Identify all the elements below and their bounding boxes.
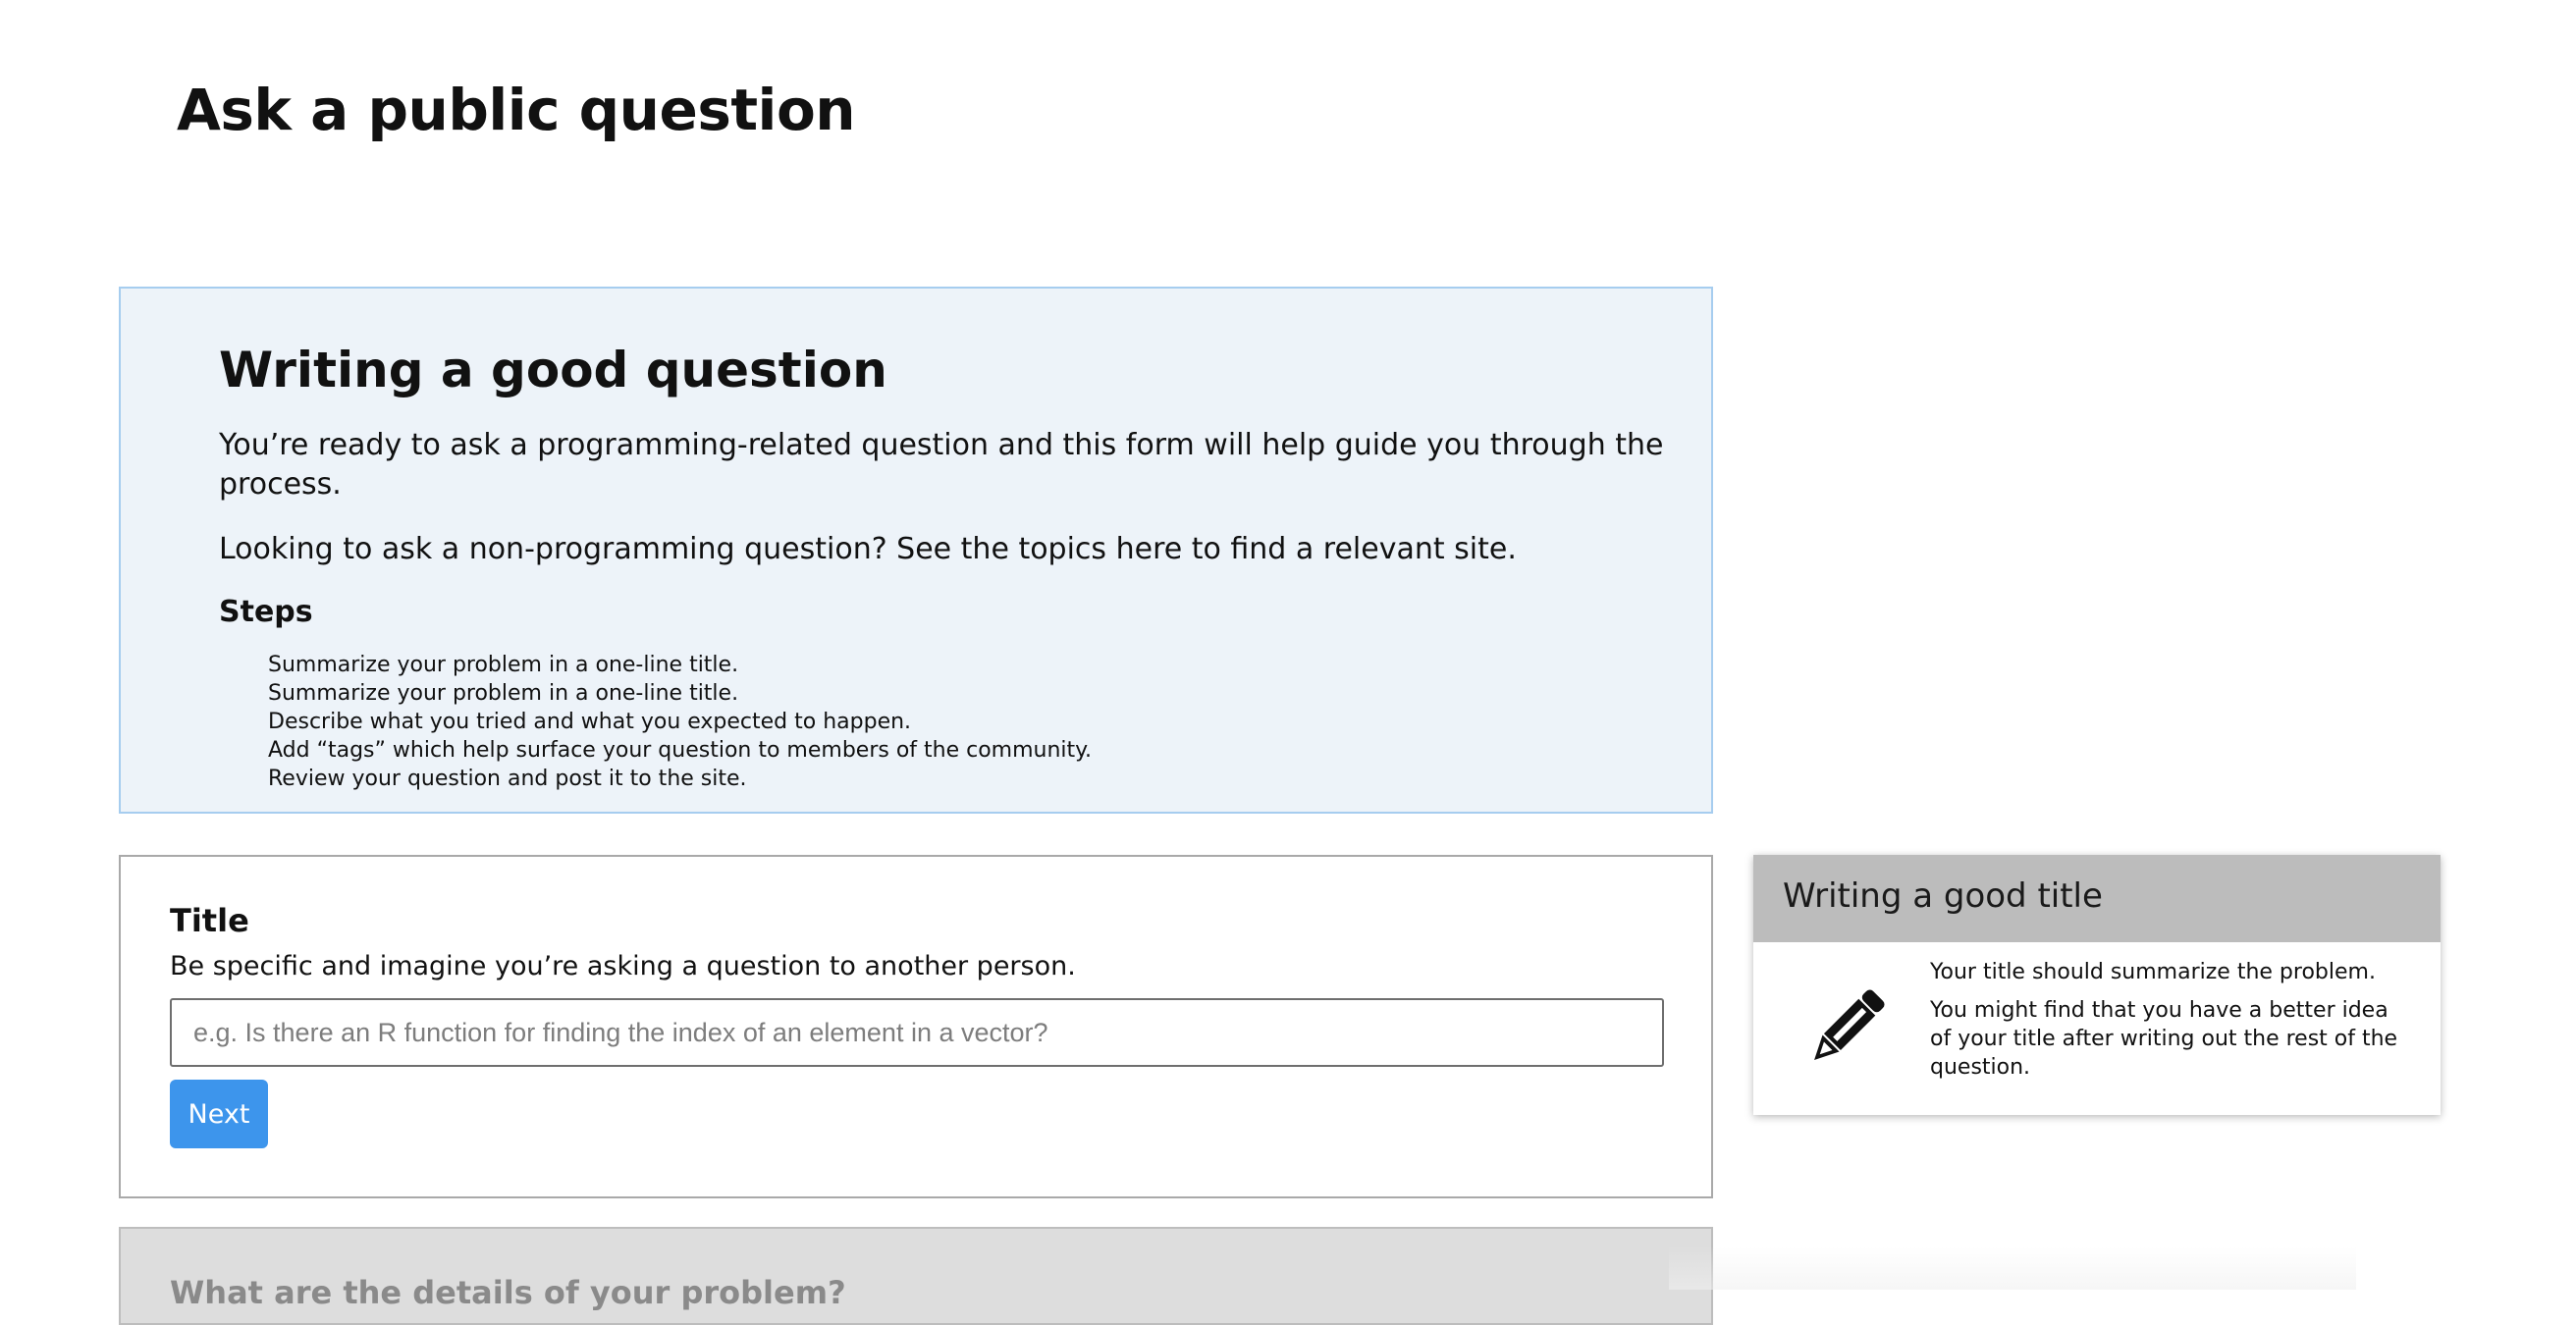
tip-line: You might find that you have a better idea of your title after writing out the rest of the question. [1930, 998, 2398, 1080]
steps-list [219, 651, 1711, 793]
steps-heading: Steps [219, 595, 313, 629]
title-section [119, 855, 1713, 1198]
pencil-icon [1798, 978, 1897, 1076]
tip-body [1753, 942, 2441, 1115]
step-item: Describe what you tried and what you expected to happen. [268, 710, 912, 734]
card-shadow [1669, 1246, 2356, 1290]
title-tip-card [1753, 855, 2441, 1115]
intro-paragraph: Looking to ask a non-programming question? See the topics here to find a relevant site. [219, 532, 1517, 566]
title-hint: Be specific and imagine you’re asking a question to another person. [170, 951, 1076, 981]
page-title: Ask a public question [177, 77, 856, 143]
title-input[interactable] [170, 998, 1664, 1067]
intro-heading: Writing a good question [219, 342, 887, 398]
details-label: What are the details of your problem? [170, 1274, 846, 1311]
tip-text [1930, 958, 2411, 1091]
details-section [119, 1227, 1713, 1325]
intro-paragraph: You’re ready to ask a programming-related question and this form will help guide you through the process. [219, 428, 1664, 502]
step-item: Summarize your problem in a one-line title. [268, 681, 739, 706]
step-item: Summarize your problem in a one-line title. [268, 653, 739, 677]
next-button[interactable]: Next [170, 1080, 268, 1148]
step-item: Review your question and post it to the site. [268, 767, 747, 791]
title-label: Title [170, 902, 249, 939]
intro-panel [119, 287, 1713, 814]
tip-line: Your title should summarize the problem. [1930, 960, 2376, 984]
step-item: Add “tags” which help surface your question to members of the community. [268, 738, 1093, 763]
tip-header: Writing a good title [1753, 855, 2441, 942]
